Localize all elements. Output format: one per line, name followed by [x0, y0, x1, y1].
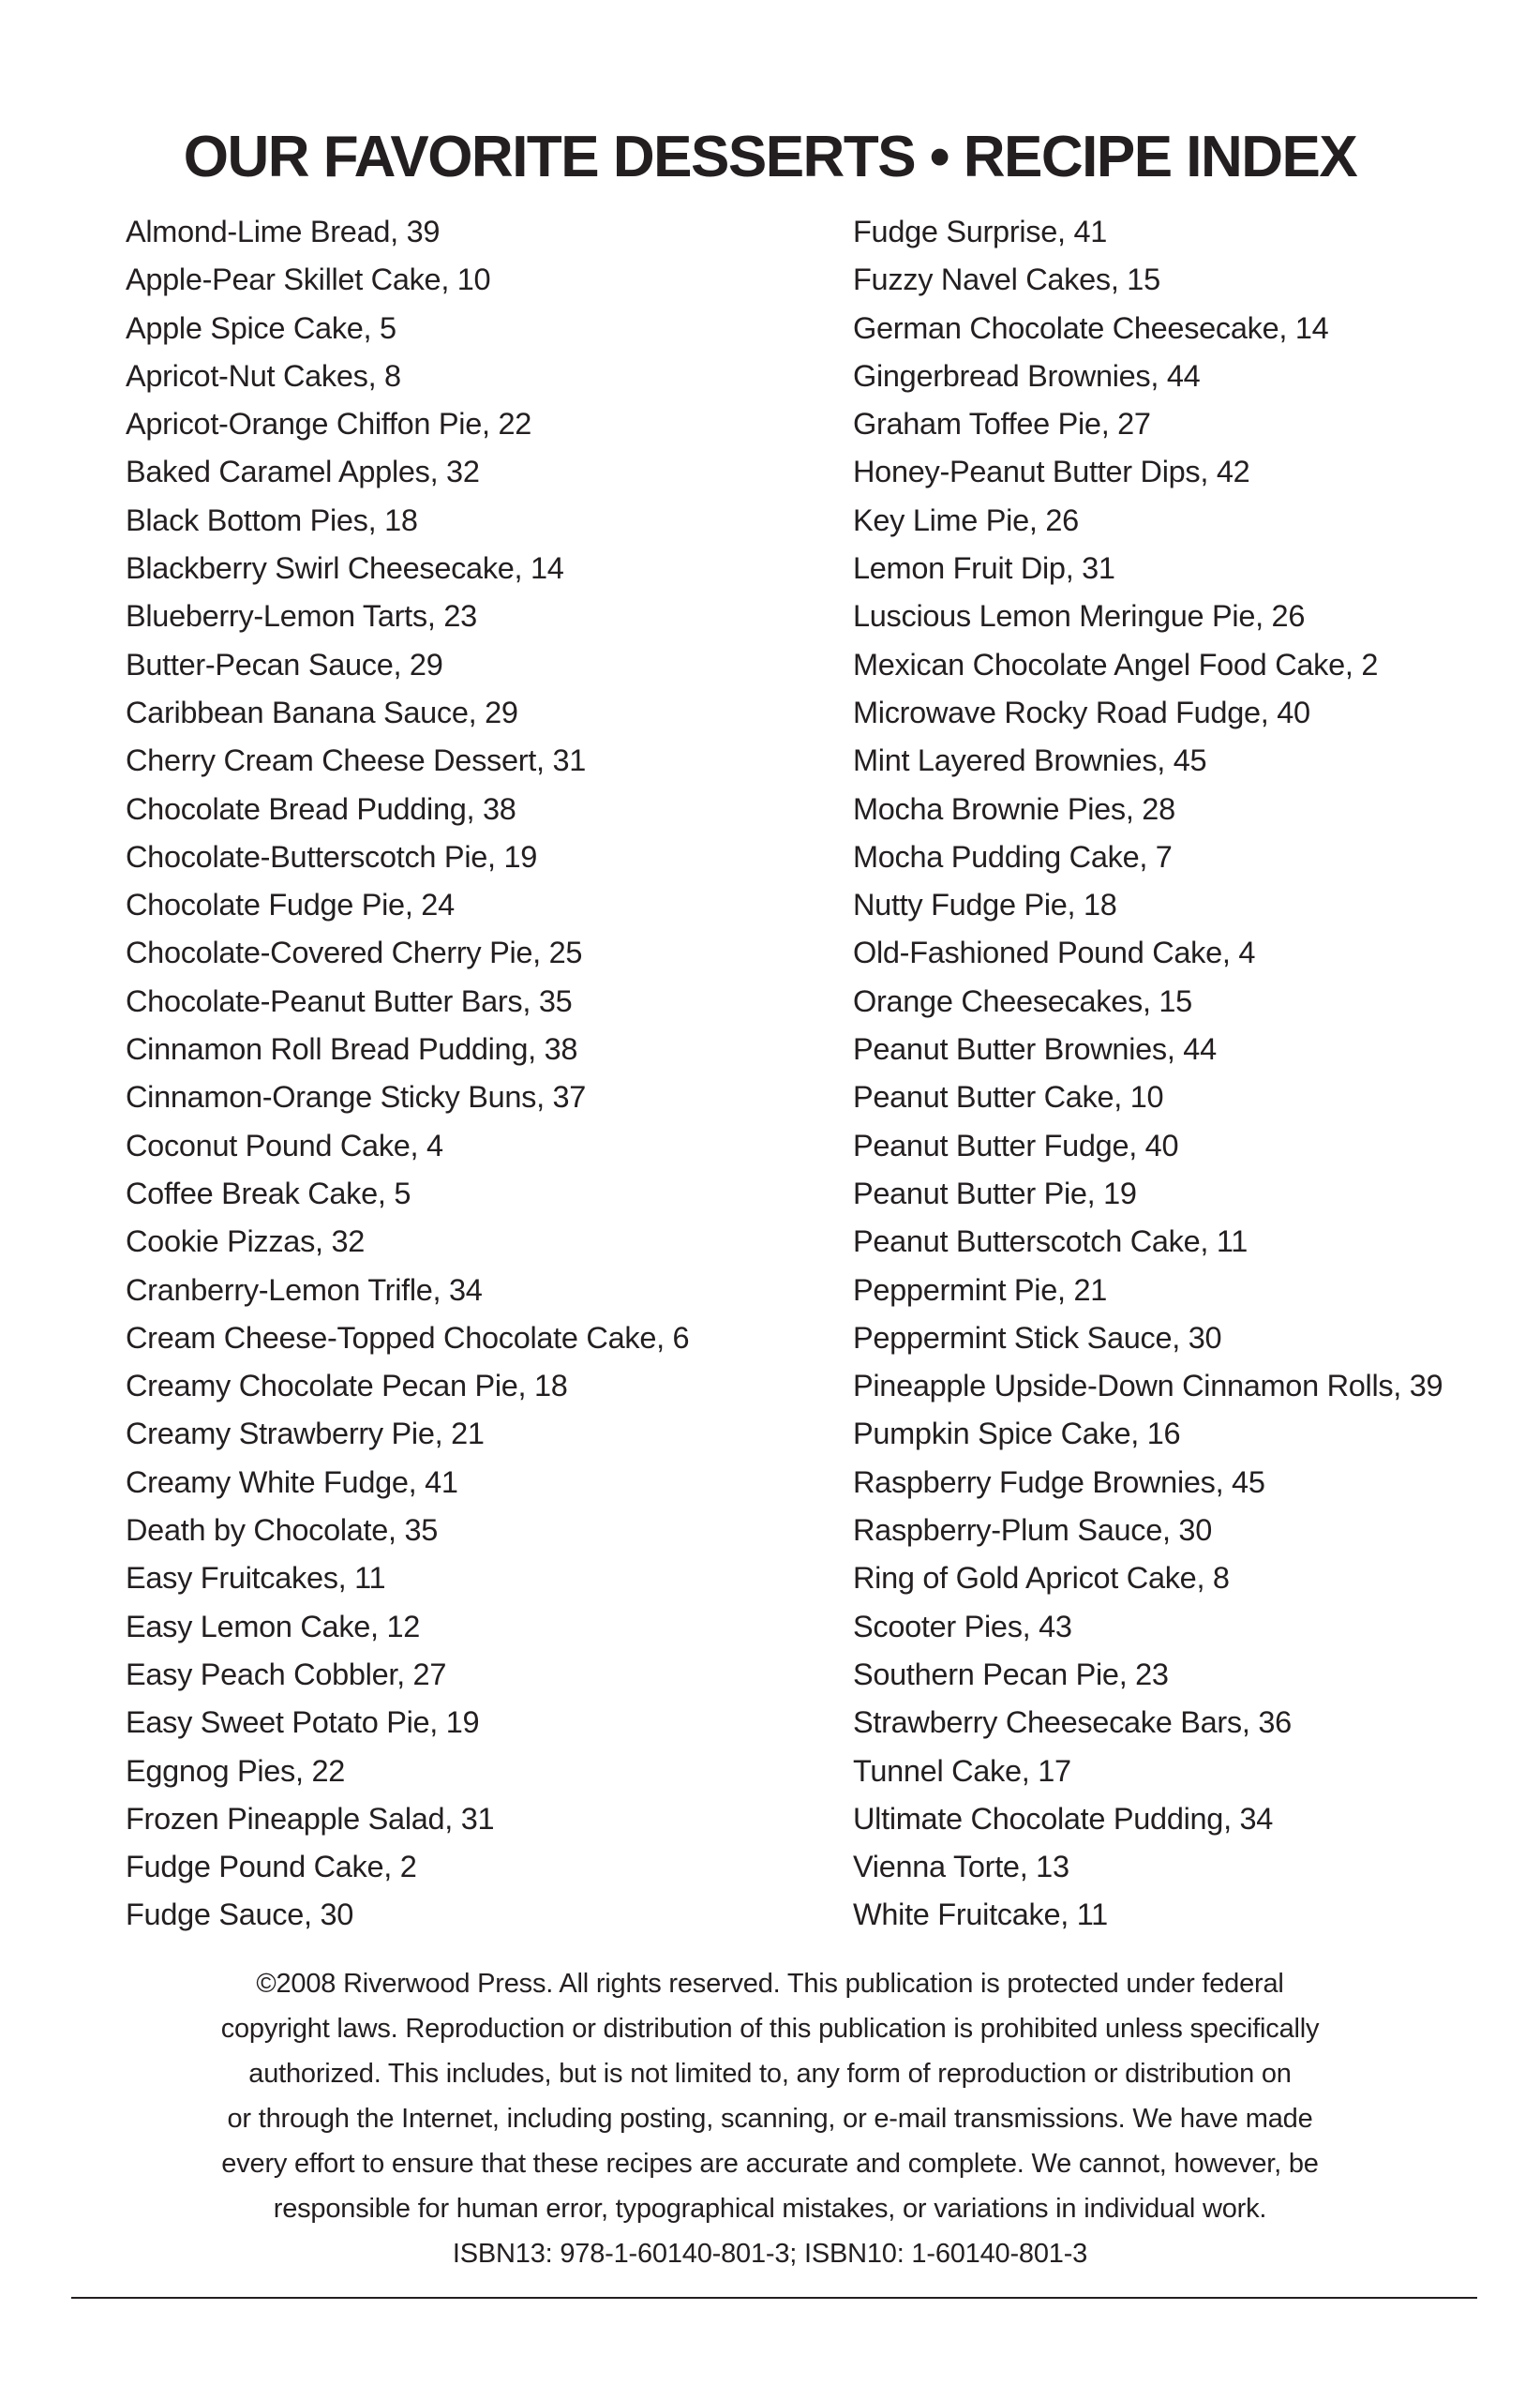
recipe-index-entry: Strawberry Cheesecake Bars, 36 [853, 1705, 1292, 1740]
recipe-index-entry: Apricot-Nut Cakes, 8 [126, 358, 401, 393]
recipe-index-entry: Chocolate Fudge Pie, 24 [126, 888, 455, 922]
recipe-index-entry: Pineapple Upside-Down Cinnamon Rolls, 39 [853, 1369, 1443, 1403]
recipe-index-entry: Fudge Surprise, 41 [853, 215, 1108, 248]
recipe-index-entry: Blackberry Swirl Cheesecake, 14 [126, 551, 564, 586]
recipe-index-entry: Cinnamon Roll Bread Pudding, 38 [126, 1032, 578, 1067]
copyright-line: responsible for human error, typographical mistakes, or variations in individual work. [273, 2194, 1267, 2224]
recipe-index-entry: Frozen Pineapple Salad, 31 [126, 1801, 495, 1836]
recipe-index-entry: Lemon Fruit Dip, 31 [853, 551, 1115, 586]
recipe-index-entry: Easy Lemon Cake, 12 [126, 1609, 421, 1643]
copyright-line: every effort to ensure that these recipes are accurate and complete. We cannot, however, be [221, 2149, 1319, 2179]
recipe-index-entry: Peanut Butterscotch Cake, 11 [853, 1224, 1248, 1259]
recipe-index-entry: Black Bottom Pies, 18 [126, 502, 418, 537]
recipe-index-entry: Blueberry-Lemon Tarts, 23 [126, 599, 477, 634]
recipe-index-entry: Cream Cheese-Topped Chocolate Cake, 6 [126, 1320, 690, 1355]
recipe-index-entry: Caribbean Banana Sauce, 29 [126, 695, 518, 729]
recipe-index-entry: Mexican Chocolate Angel Food Cake, 2 [853, 647, 1379, 682]
recipe-index-entry: Peppermint Pie, 21 [853, 1272, 1108, 1307]
recipe-index-entry: Honey-Peanut Butter Dips, 42 [853, 455, 1250, 489]
recipe-index-entry: Cinnamon-Orange Sticky Buns, 37 [126, 1080, 587, 1115]
recipe-index-entry: Chocolate-Peanut Butter Bars, 35 [126, 983, 573, 1018]
recipe-index-entry: Nutty Fudge Pie, 18 [853, 888, 1117, 922]
recipe-index-entry: Gingerbread Brownies, 44 [853, 358, 1201, 393]
recipe-index-entry: Chocolate Bread Pudding, 38 [126, 791, 516, 826]
recipe-index-entry: Mocha Pudding Cake, 7 [853, 839, 1173, 874]
recipe-index-entry: Mocha Brownie Pies, 28 [853, 791, 1175, 826]
isbn-line: ISBN13: 978-1-60140-801-3; ISBN10: 1-60140-801-3 [452, 2239, 1088, 2269]
recipe-index-entry: Tunnel Cake, 17 [853, 1753, 1071, 1788]
recipe-index-entry: Almond-Lime Bread, 39 [126, 215, 441, 248]
recipe-index-entry: Peanut Butter Brownies, 44 [853, 1032, 1217, 1067]
recipe-index-entry: Eggnog Pies, 22 [126, 1753, 346, 1788]
recipe-index-entry: Peppermint Stick Sauce, 30 [853, 1320, 1222, 1355]
copyright-line: ©2008 Riverwood Press. All rights reserved. This publication is protected under federal [256, 1969, 1284, 1999]
recipe-index-entry: Old-Fashioned Pound Cake, 4 [853, 936, 1256, 970]
recipe-index-entry: Peanut Butter Fudge, 40 [853, 1128, 1179, 1162]
recipe-index-entry: Raspberry Fudge Brownies, 45 [853, 1464, 1265, 1499]
page-title: OUR FAVORITE DESSERTS • RECIPE INDEX [183, 125, 1357, 189]
recipe-index-entry: Creamy Chocolate Pecan Pie, 18 [126, 1369, 568, 1403]
recipe-index-entry: Coconut Pound Cake, 4 [126, 1128, 443, 1162]
copyright-line: copyright laws. Reproduction or distribution of this publication is prohibited unless specifically [220, 2014, 1320, 2044]
recipe-index-entry: Cookie Pizzas, 32 [126, 1224, 366, 1259]
footer-divider [71, 2297, 1477, 2299]
recipe-index-entry: Chocolate-Covered Cherry Pie, 25 [126, 936, 583, 970]
recipe-index-entry: Fudge Pound Cake, 2 [126, 1850, 417, 1884]
recipe-index-entry: Death by Chocolate, 35 [126, 1513, 439, 1548]
recipe-index-entry: Coffee Break Cake, 5 [126, 1176, 411, 1210]
recipe-index-entry: Luscious Lemon Meringue Pie, 26 [853, 599, 1306, 634]
recipe-index-entry: Key Lime Pie, 26 [853, 502, 1079, 537]
recipe-index-entry: Orange Cheesecakes, 15 [853, 983, 1192, 1018]
recipe-index-entry: Vienna Torte, 13 [853, 1850, 1069, 1884]
recipe-index-entry: Peanut Butter Cake, 10 [853, 1080, 1164, 1115]
recipe-index-entry: Chocolate-Butterscotch Pie, 19 [126, 839, 538, 874]
recipe-index-entry: Easy Peach Cobbler, 27 [126, 1657, 447, 1691]
recipe-index-entry: Southern Pecan Pie, 23 [853, 1657, 1169, 1691]
recipe-index-entry: Mint Layered Brownies, 45 [853, 743, 1207, 778]
recipe-index-entry: Graham Toffee Pie, 27 [853, 407, 1151, 442]
recipe-index-entry: Fudge Sauce, 30 [126, 1898, 354, 1932]
recipe-index-entry: Easy Fruitcakes, 11 [126, 1561, 386, 1596]
recipe-index-entry: Raspberry-Plum Sauce, 30 [853, 1513, 1212, 1548]
recipe-index-left-column [126, 208, 838, 1940]
copyright-line: authorized. This includes, but is not limited to, any form of reproduction or distribution on [248, 2059, 1292, 2089]
recipe-index-entry: Ultimate Chocolate Pudding, 34 [853, 1801, 1274, 1836]
recipe-index-entry: Apple Spice Cake, 5 [126, 310, 396, 345]
recipe-index-entry: Peanut Butter Pie, 19 [853, 1176, 1137, 1210]
recipe-index-entry: German Chocolate Cheesecake, 14 [853, 310, 1329, 345]
recipe-index-entry: Butter-Pecan Sauce, 29 [126, 647, 443, 682]
recipe-index-entry: Creamy Strawberry Pie, 21 [126, 1417, 485, 1451]
recipe-index-entry: Easy Sweet Potato Pie, 19 [126, 1705, 480, 1740]
recipe-index-entry: Apple-Pear Skillet Cake, 10 [126, 262, 491, 297]
recipe-index-entry: Cranberry-Lemon Trifle, 34 [126, 1272, 483, 1307]
recipe-index-entry: Fuzzy Navel Cakes, 15 [853, 262, 1160, 297]
recipe-index-entry: Microwave Rocky Road Fudge, 40 [853, 695, 1310, 729]
copyright-notice [141, 1961, 1399, 2276]
recipe-index-entry: Baked Caramel Apples, 32 [126, 455, 480, 489]
recipe-index-entry: Ring of Gold Apricot Cake, 8 [853, 1561, 1230, 1596]
recipe-index-entry: Pumpkin Spice Cake, 16 [853, 1417, 1181, 1451]
recipe-index-right-column [853, 208, 1528, 1940]
recipe-index-entry: Scooter Pies, 43 [853, 1609, 1072, 1643]
recipe-index-entry: Apricot-Orange Chiffon Pie, 22 [126, 407, 532, 442]
recipe-index-entry: Creamy White Fudge, 41 [126, 1464, 458, 1499]
copyright-line: or through the Internet, including posting, scanning, or e-mail transmissions. We have made [227, 2104, 1313, 2134]
recipe-index-entry: Cherry Cream Cheese Dessert, 31 [126, 743, 587, 778]
recipe-index-entry: White Fruitcake, 11 [853, 1898, 1108, 1932]
